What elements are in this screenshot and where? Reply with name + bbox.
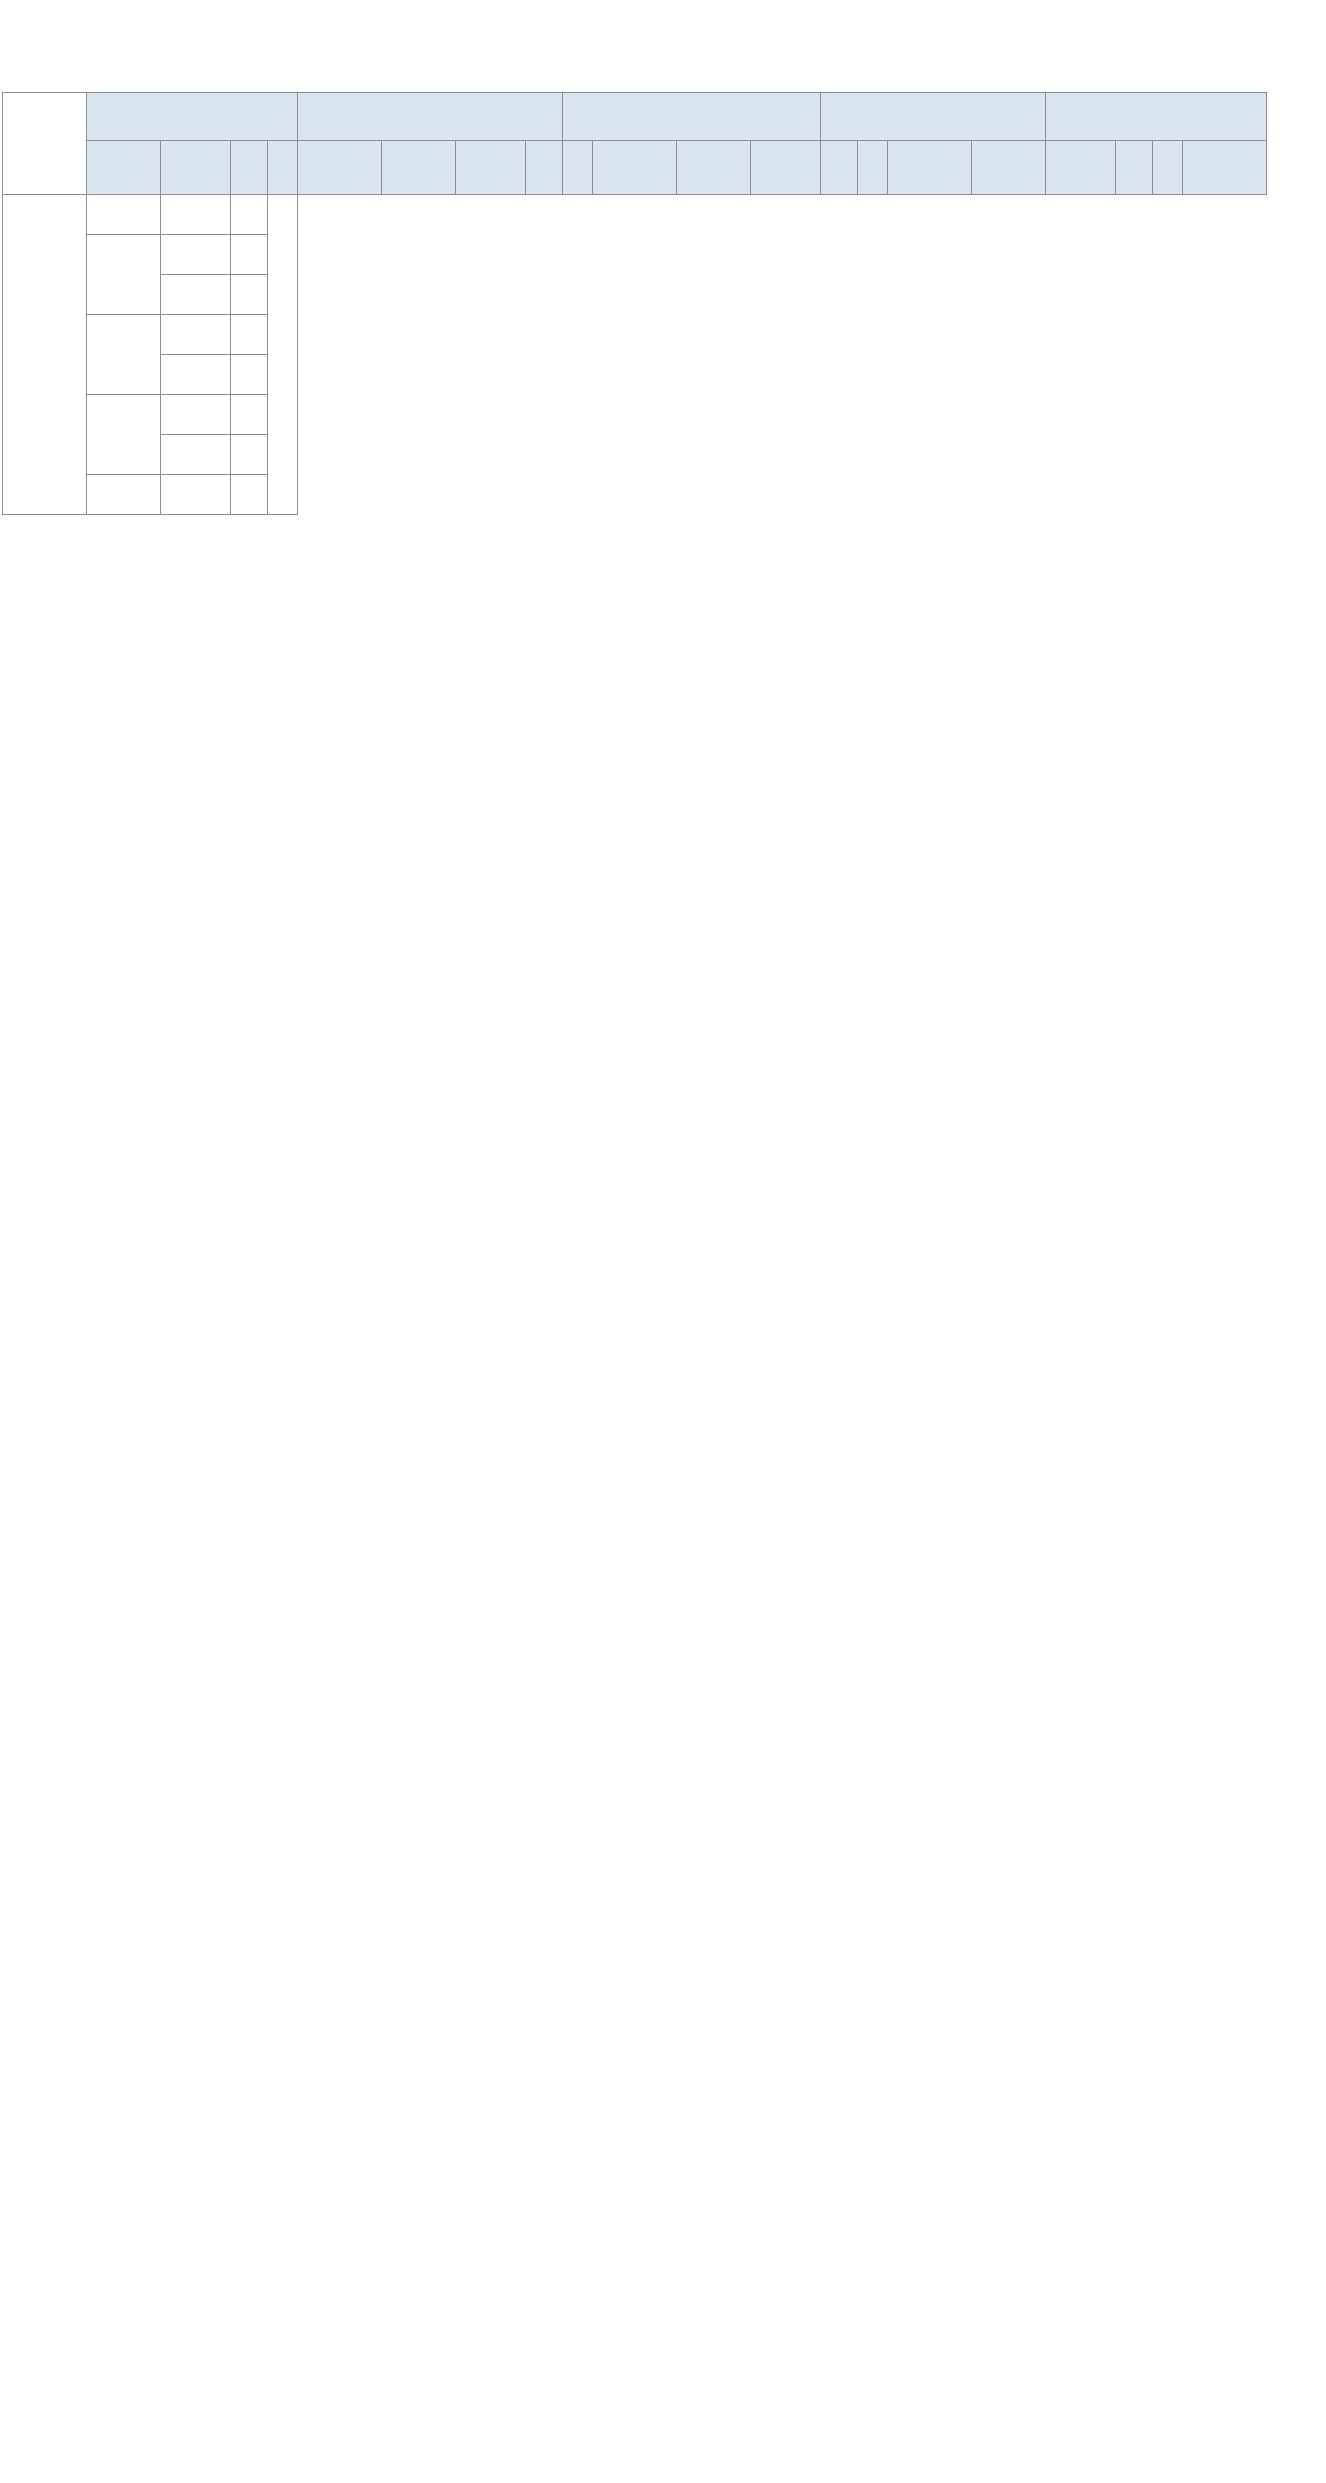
table-row	[3, 475, 1326, 515]
dish-name	[87, 195, 161, 235]
ingredient-name	[161, 195, 231, 235]
dish-header-tue	[298, 141, 382, 195]
price-header-mon	[268, 141, 298, 195]
price-header-tue	[526, 141, 563, 195]
table-row	[3, 235, 1326, 275]
ingredient-name	[161, 435, 231, 475]
ingredient-weight	[231, 235, 268, 275]
day-header-thu	[821, 93, 1046, 141]
weight-header-tue	[456, 141, 526, 195]
ingredient-name	[161, 235, 231, 275]
dish-name	[87, 395, 161, 475]
price-header-thu	[972, 141, 1046, 195]
dish-header-mon	[87, 141, 161, 195]
table-row	[3, 355, 1326, 395]
weight-header-mon	[231, 141, 268, 195]
ingredient-weight	[231, 195, 268, 235]
ingredient-name	[161, 355, 231, 395]
price-header-wed	[751, 141, 821, 195]
ingredient-header-mon	[161, 141, 231, 195]
weight-header-fri	[1153, 141, 1183, 195]
category-label	[3, 195, 87, 515]
ingredient-name	[161, 395, 231, 435]
weight-header-wed	[677, 141, 751, 195]
ingredient-header-thu	[858, 141, 888, 195]
ingredient-header-wed	[593, 141, 677, 195]
day-header-fri	[1046, 93, 1267, 141]
combo-price	[268, 195, 298, 515]
dish-header-wed	[563, 141, 593, 195]
ingredient-header-fri	[1116, 141, 1153, 195]
ingredient-weight	[231, 475, 268, 515]
ingredient-name	[161, 275, 231, 315]
table-row	[3, 275, 1326, 315]
ingredient-name	[161, 315, 231, 355]
page-title	[0, 0, 1326, 58]
day-header-row	[3, 93, 1326, 141]
ingredient-name	[161, 475, 231, 515]
dish-name	[87, 475, 161, 515]
corner-cell	[3, 93, 87, 195]
table-row	[3, 195, 1326, 235]
day-header-tue	[298, 93, 563, 141]
ingredient-weight	[231, 435, 268, 475]
ingredient-weight	[231, 355, 268, 395]
dish-name	[87, 315, 161, 395]
dish-name	[87, 235, 161, 315]
ingredient-header-tue	[382, 141, 456, 195]
column-header-row	[3, 141, 1326, 195]
ingredient-weight	[231, 315, 268, 355]
weight-header-thu	[888, 141, 972, 195]
ingredient-weight	[231, 275, 268, 315]
table-row	[3, 435, 1326, 475]
table-row	[3, 395, 1326, 435]
dish-header-thu	[821, 141, 858, 195]
day-header-mon	[87, 93, 298, 141]
day-header-wed	[563, 93, 821, 141]
table-row	[3, 315, 1326, 355]
dish-header-fri	[1046, 141, 1116, 195]
weekly-menu-table	[2, 92, 1326, 515]
price-header-fri	[1183, 141, 1267, 195]
ingredient-weight	[231, 395, 268, 435]
